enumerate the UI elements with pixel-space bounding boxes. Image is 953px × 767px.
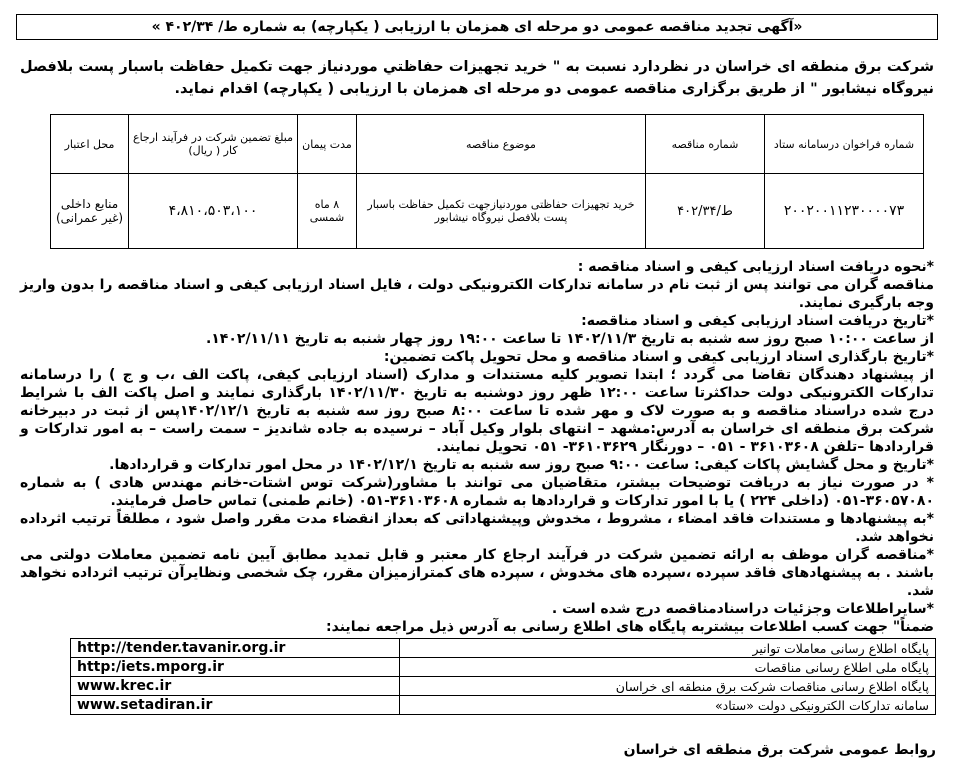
body-line: ضمناً" جهت کسب اطلاعات بیشتربه پایگاه های اطلاع رسانی به آدرس ذیل مراجعه نمایند: <box>326 619 934 635</box>
body-line: از پیشنهاد دهندگان تقاضا می گردد ؛ ابتدا تصویر کلیه مستندات و مدارک (اسناد ارزیابی کیفی، پاکت الف ،ب و ج ) را درسامانه تدارکات الکترونیکی دولت حداکثرتا ساعت ۱۲:۰۰ ظهر روز دوشنبه به تاریخ ۱۴۰۲/۱۱/۳۰ بارگذاری نمایند و اصل پاکت الف با شرایط درج شده دراسناد مناقصه و به صورت لاک و مهر شده تا ساعت ۸:۰۰ صبح روز سه شنبه به تاریخ ۱۴۰۲/۱۲/۱پس از ثبت در دبیرخانه شرکت برق منطقه ای خراسان به آدرس:مشهد – انتهای بلوار وکیل آباد – نرسیده به جاده شاندیز – سمت راست – به امور تدارکات و قراردادها –تلفن ۳۶۱۰۳۶۰۸ - ۰۵۱ – دورنگار ۳۶۱۰۳۶۲۹- ۰۵۱ تحویل نمایند. <box>20 367 934 455</box>
link-row <box>71 639 936 658</box>
body-line: *تاریخ و محل گشایش پاکات کیفی: ساعت ۹:۰۰ صبح روز سه شنبه به تاریخ ۱۴۰۲/۱۲/۱ در محل امور تدارکات و قراردادها. <box>109 457 934 473</box>
header-call-number: شماره فراخوان درسامانه ستاد <box>765 115 924 174</box>
cell-funding: منابع داخلی (غیر عمرانی) <box>51 174 129 249</box>
link-row <box>71 696 936 715</box>
body-line: از ساعت ۱۰:۰۰ صبح روز سه شنبه به تاریخ ۱۴۰۲/۱۱/۳ تا ساعت ۱۹:۰۰ روز چهار شنبه به تاریخ ۱۴۰۲/۱۱/۱۱. <box>205 331 934 347</box>
notice-title: «آگهی تجدید مناقصه عمومی دو مرحله ای همزمان با ارزیابی ( یکپارچه) به شماره ط/ ۴۰۲/۳۴ » <box>16 14 938 40</box>
intro-paragraph: شرکت برق منطقه ای خراسان در نظردارد نسبت به " خرید تجهیزات حفاظتي موردنياز جهت تكميل حفاظت باسبار پست بلافصل نيروگاه نيشابور " از طريق برگزاری مناقصه عمومی دو مرحله ای همزمان با ارزیابی ( یکپارچه) اقدام نماید. <box>20 59 934 97</box>
table-row <box>51 174 924 249</box>
cell-duration: ۸ ماه شمسی <box>298 174 357 249</box>
notice-body <box>20 258 934 636</box>
body-line: *تاریخ دریافت اسناد ارزیابی کیفی و اسناد مناقصه: <box>581 313 934 329</box>
header-funding: محل اعتبار <box>51 115 129 174</box>
header-guarantee: مبلغ تضمین شرکت در فرآیند ارجاع کار ( ریال) <box>129 115 298 174</box>
link-url[interactable]: http://tender.tavanir.org.ir <box>71 639 400 658</box>
cell-guarantee: ۴،۸۱۰،۵۰۳،۱۰۰ <box>129 174 298 249</box>
body-line: *سایراطلاعات وجزئیات دراسنادمناقصه درج شده است . <box>551 601 934 617</box>
link-label: پایگاه اطلاع رسانی معاملات توانیر <box>399 639 935 658</box>
body-line: * در صورت نیاز به دریافت توضیحات بیشتر، متقاضیان می توانند با مشاور(شرکت توس اشتات-خانم مهندس هادی ) به شماره ۳۶۰۵۷۰۸۰-۰۵۱ (داخلی ۲۲۴ ) یا با امور تدارکات و قراردادها به شماره ۳۶۱۰۳۶۰۸-۰۵۱ (خانم طمنی) تماس حاصل فرمایند. <box>20 475 934 509</box>
cell-call-number: ۲۰۰۲۰۰۱۱۲۳۰۰۰۰۷۳ <box>765 174 924 249</box>
link-url[interactable]: www.setadiran.ir <box>71 696 400 715</box>
body-line: *نحوه دریافت اسناد ارزیابی کیفی و اسناد مناقصه : <box>577 259 934 275</box>
link-row <box>71 658 936 677</box>
notice-page <box>8 8 944 760</box>
cell-subject: خرید تجهیزات حفاظتی موردنیازجهت تکمیل حفاظت باسبار پست بلافصل نیروگاه نیشابور <box>357 174 646 249</box>
body-line: *مناقصه گران موظف به ارائه تضمین شرکت در فرآیند ارجاع کار معتبر و قابل تمدید مطابق آیین نامه تضمین معاملات دولتی می باشند . به پیشنهادهای فاقد سپرده ،سپرده های مخدوش ، سپرده های کمترازمیزان مقرر، چک شخصی ونظایرآن ترتیب اثرداده نخواهد شد. <box>20 547 934 599</box>
body-line: مناقصه گران می توانند پس از ثبت نام در سامانه تدارکات الکترونیکی دولت ، فایل اسناد ارزیابی کیفی و اسناد مناقصه را بدون واریز وجه بارگیری نمایند. <box>20 277 934 311</box>
body-line: *به پیشنهادها و مستندات فاقد امضاء ، مشروط ، مخدوش وپیشنهاداتی که بعداز انقضاء مدت مقرر واصل شود ، مطلقاً ترتیب اثرداده نخواهد شد. <box>20 511 934 545</box>
link-url[interactable]: http:/iets.mporg.ir <box>71 658 400 677</box>
cell-tender-number: ط/۴۰۲/۳۴ <box>646 174 765 249</box>
link-row <box>71 677 936 696</box>
links-table <box>70 638 936 715</box>
footer-signature: روابط عمومی شرکت برق منطقه ای خراسان <box>623 742 936 758</box>
header-duration: مدت پیمان <box>298 115 357 174</box>
table-header-row <box>51 115 924 174</box>
header-tender-number: شماره مناقصه <box>646 115 765 174</box>
link-url[interactable]: www.krec.ir <box>71 677 400 696</box>
link-label: سامانه تدارکات الکترونیکی دولت «ستاد» <box>399 696 935 715</box>
body-line: *تاریخ بارگذاری اسناد ارزیابی کیفی و اسناد مناقصه و محل تحویل پاکت تضمین: <box>383 349 934 365</box>
link-label: پایگاه اطلاع رسانی مناقصات شرکت برق منطقه ای خراسان <box>399 677 935 696</box>
tender-table <box>50 114 924 249</box>
link-label: پایگاه ملی اطلاع رسانی مناقصات <box>399 658 935 677</box>
header-subject: موضوع مناقصه <box>357 115 646 174</box>
